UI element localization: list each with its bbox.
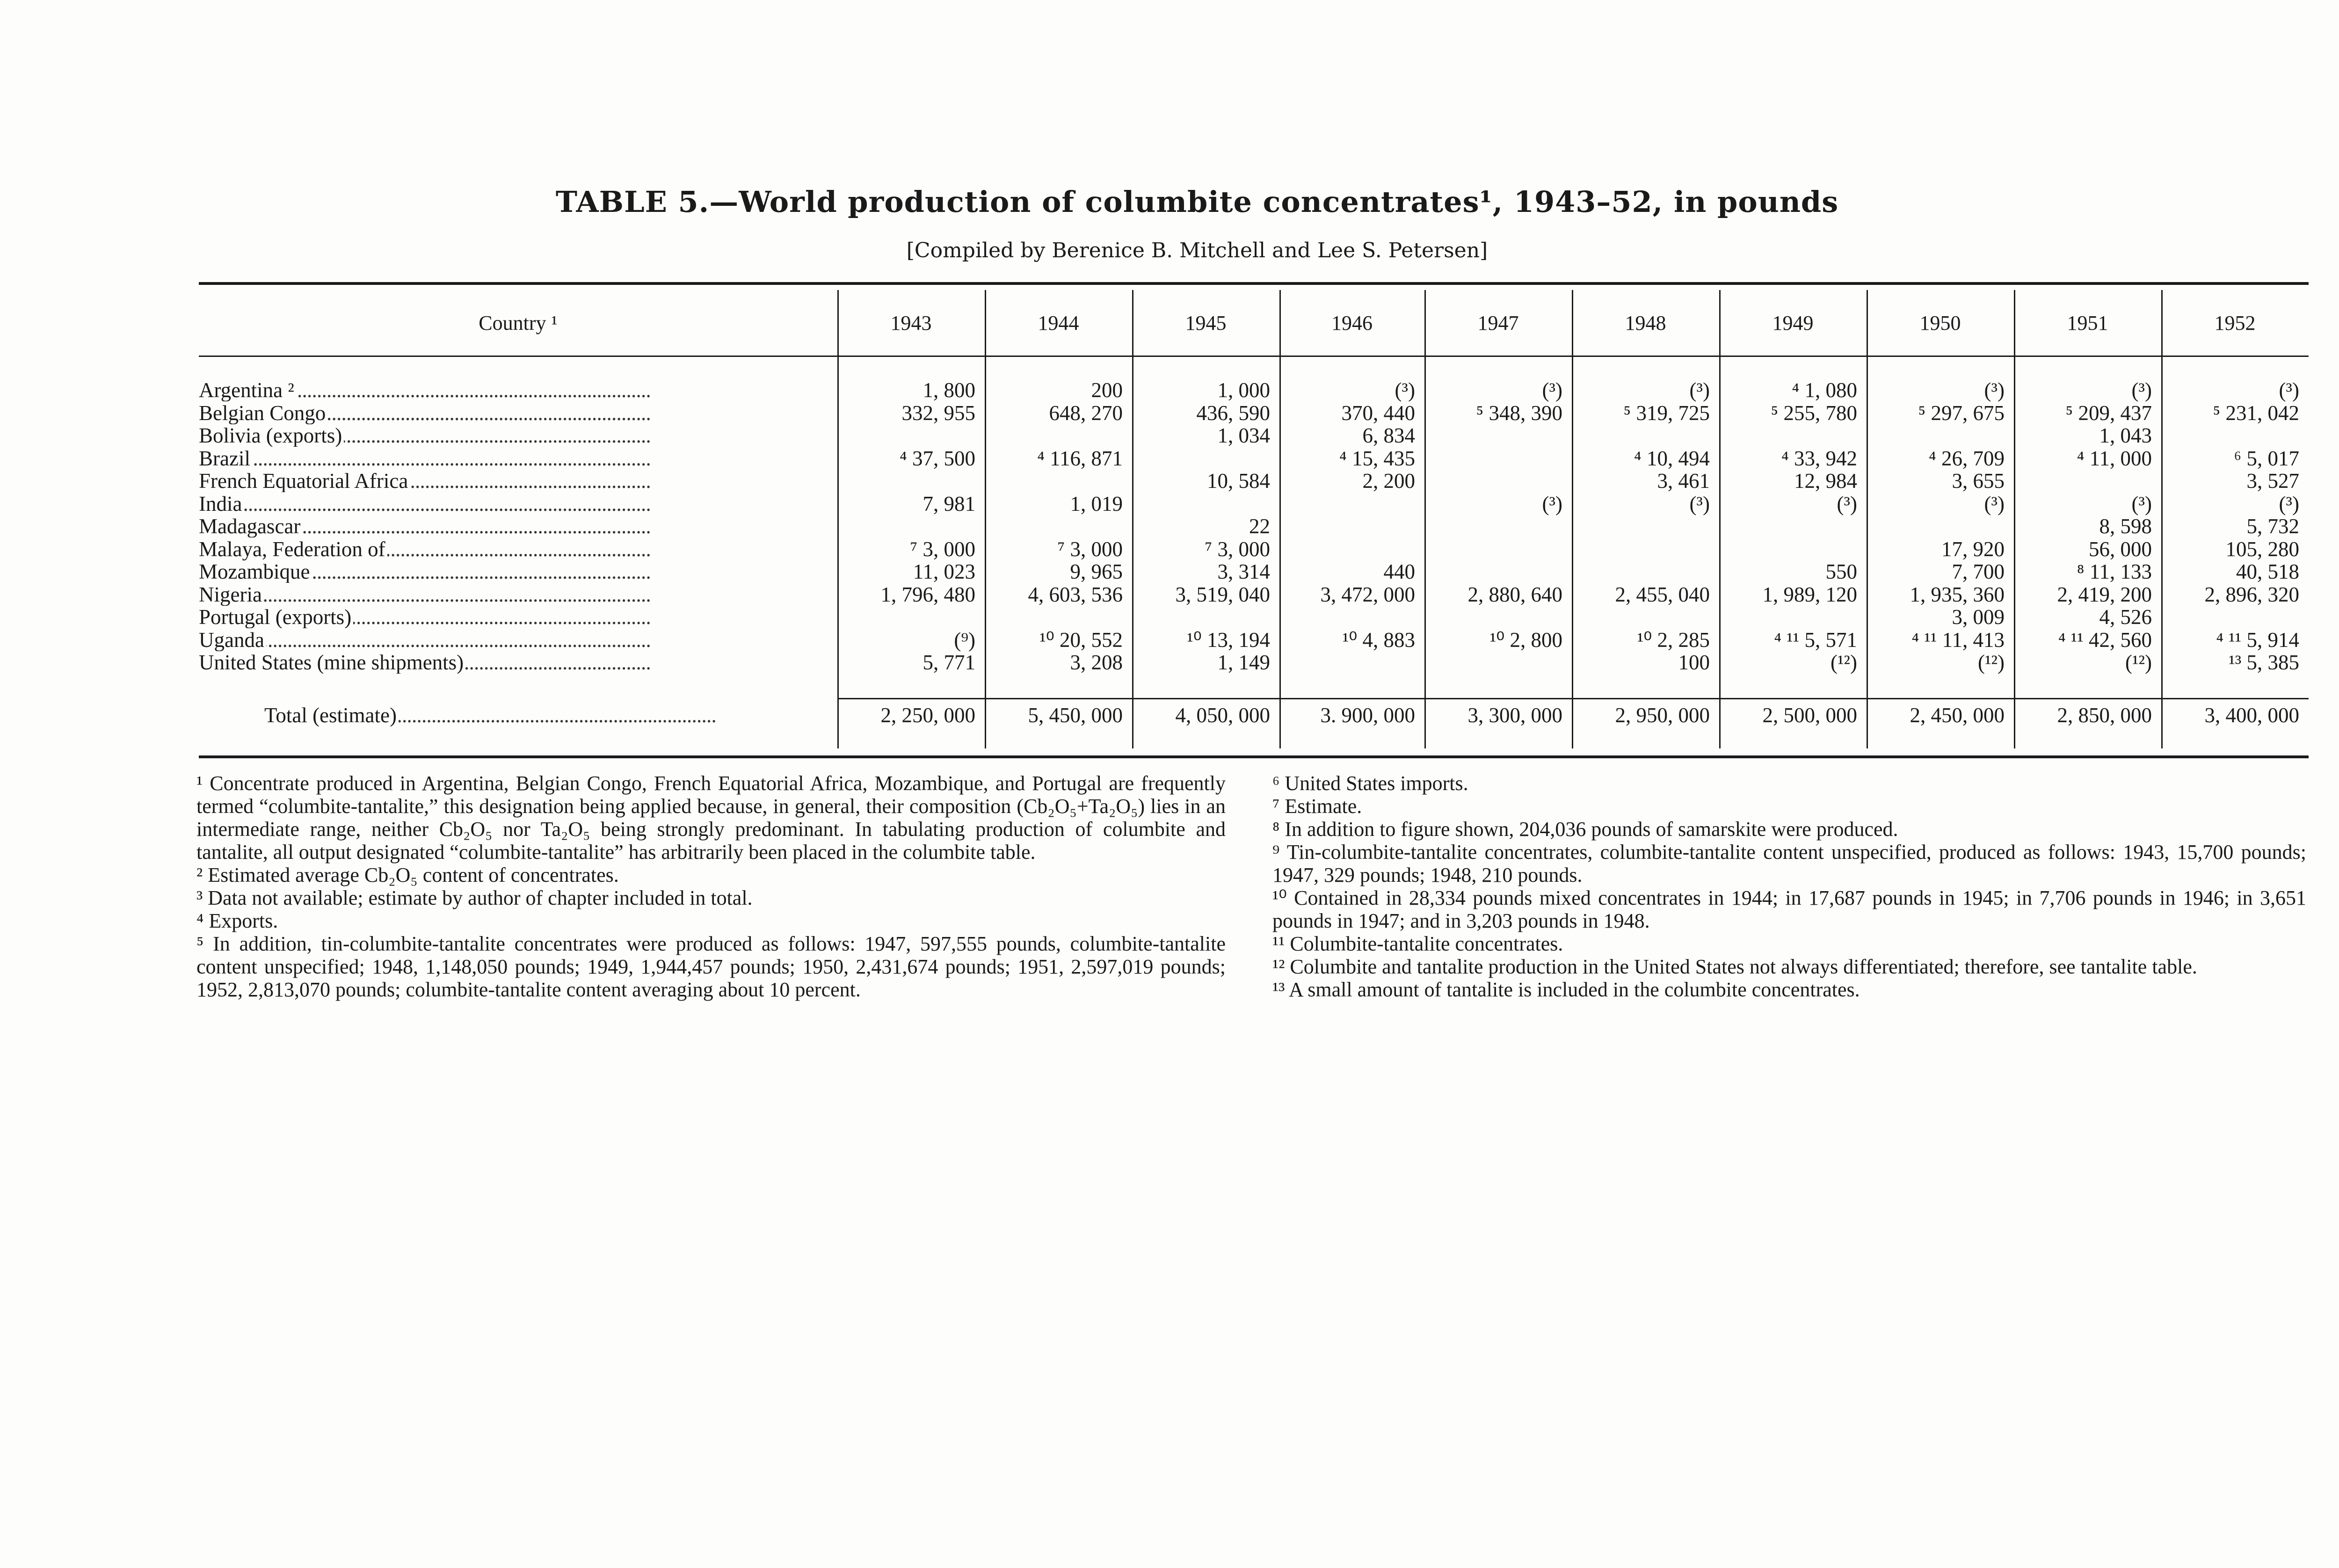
footnote: ⁹ Tin-columbite-tantalite concentrates, columbite-tantalite content unspecified, produced as follows: 1943, 15,700 pounds; 1947, 329 pounds; 1948, 210 pounds.: [1272, 841, 2306, 886]
table-subtitle: [Compiled by Berenice B. Mitchell and Lee S. Petersen]: [906, 239, 1488, 262]
country-cell: [199, 493, 830, 515]
value-cell: 10, 584: [1207, 469, 1270, 493]
value-cell: (³): [1984, 492, 2005, 515]
value-cell: 3, 208: [1070, 651, 1123, 674]
country-cell: [199, 515, 830, 537]
value-cell: ¹⁰ 2, 285: [1637, 628, 1710, 652]
country-label: Total (estimate): [264, 704, 399, 726]
value-cell: 1, 989, 120: [1762, 582, 1857, 606]
value-cell: ⁵ 231, 042: [2213, 401, 2299, 425]
value-cell: 436, 590: [1196, 401, 1270, 425]
country-cell: [199, 606, 830, 628]
value-cell: ⁴ 15, 435: [1339, 446, 1415, 470]
country-label: Bolivia (exports): [199, 424, 344, 447]
footnote: ⁵ In addition, tin-columbite-tantalite concentrates were produced as follows: 1947, 597,555 pounds, columbite-tantalite content unspecified; 1948, 1,148,050 pounds; 1949, 1,944,457 pounds; 1950, 2,431,674 pounds; 1951, 2,597,019 pounds; 1952, 2,813,070 pounds; columbite-tantalite content averaging about 10 percent.: [196, 932, 1226, 1001]
header-year: 1948: [1625, 312, 1666, 334]
value-cell: ⁵ 209, 437: [2065, 401, 2152, 425]
value-cell: 2, 500, 000: [1762, 704, 1857, 727]
country-cell: [199, 651, 830, 674]
value-cell: (³): [1542, 378, 1562, 402]
value-cell: ¹⁰ 2, 800: [1489, 628, 1562, 652]
value-cell: (³): [2131, 378, 2152, 402]
value-cell: ⁴ 116, 871: [1037, 446, 1123, 470]
value-cell: 8, 598: [2099, 515, 2152, 538]
table-title: TABLE 5.—World production of columbite concentrates¹, 1943–52, in pounds: [555, 185, 1839, 219]
footnote: ⁷ Estimate.: [1272, 795, 1362, 818]
table-row: [199, 379, 2309, 401]
value-cell: (³): [1542, 492, 1562, 515]
footnote: ² Estimated average Cb₂O₅ content of concentrates.: [196, 864, 619, 886]
value-cell: 7, 700: [1952, 560, 2005, 583]
country-cell: [199, 583, 830, 606]
bottom-rule: [199, 755, 2309, 758]
country-label: Brazil: [199, 447, 252, 470]
value-cell: ⁵ 348, 390: [1476, 401, 1562, 425]
value-cell: 3, 314: [1217, 560, 1270, 583]
table-row: [199, 583, 2309, 606]
table-row: [199, 515, 2309, 537]
header-rule: [199, 356, 2309, 357]
footnotes-left: [196, 772, 1226, 1001]
value-cell: ⁴ ¹¹ 42, 560: [2058, 628, 2152, 652]
value-cell: 5, 732: [2246, 515, 2299, 538]
table-row: [199, 470, 2309, 492]
value-cell: (³): [1984, 378, 2005, 402]
value-cell: 1, 019: [1070, 492, 1123, 515]
value-cell: 1, 034: [1217, 424, 1270, 447]
value-cell: 3, 519, 040: [1175, 582, 1270, 606]
value-cell: 1, 796, 480: [880, 582, 975, 606]
value-cell: 3, 655: [1952, 469, 2005, 493]
value-cell: ⁴ 10, 494: [1634, 446, 1710, 470]
table-row: [199, 493, 2309, 515]
value-cell: 3, 009: [1952, 605, 2005, 629]
value-cell: ¹⁰ 13, 194: [1187, 628, 1270, 652]
value-cell: 2, 896, 320: [2204, 582, 2299, 606]
country-cell: [199, 470, 830, 492]
country-cell: [264, 704, 826, 726]
header-year: 1946: [1331, 312, 1373, 334]
total-rule: [837, 698, 2309, 699]
value-cell: ¹⁰ 20, 552: [1039, 628, 1123, 652]
value-cell: 550: [1825, 560, 1857, 583]
header-year: 1944: [1038, 312, 1079, 334]
country-label: Argentina ²: [199, 379, 296, 401]
table-row: [199, 651, 2309, 674]
country-label: Portugal (exports): [199, 606, 353, 628]
table-row: [199, 606, 2309, 628]
header-year: 1947: [1477, 312, 1519, 334]
footnote: ¹² Columbite and tantalite production in the United States not always differentiated; therefore, see tantalite table.: [1272, 955, 2197, 978]
country-cell: [199, 424, 830, 447]
value-cell: 2, 850, 000: [2057, 704, 2152, 727]
table-row: [199, 538, 2309, 560]
header-year: 1945: [1185, 312, 1227, 334]
value-cell: 370, 440: [1341, 401, 1415, 425]
value-cell: ⁴ 33, 942: [1781, 446, 1857, 470]
footnote: ⁶ United States imports.: [1272, 772, 1468, 795]
value-cell: 56, 000: [2089, 537, 2152, 561]
value-cell: ⁶ 5, 017: [2234, 446, 2299, 470]
value-cell: (³): [2279, 378, 2299, 402]
footnote: ⁴ Exports.: [196, 909, 278, 932]
country-label: Belgian Congo: [199, 402, 327, 424]
value-cell: ⁴ 37, 500: [900, 446, 975, 470]
value-cell: 3, 461: [1657, 469, 1710, 493]
value-cell: 11, 023: [913, 560, 975, 583]
footnote: ¹³ A small amount of tantalite is included in the columbite concentrates.: [1272, 978, 1860, 1001]
value-cell: 1, 000: [1217, 378, 1270, 402]
table-row: [199, 560, 2309, 583]
value-cell: ⁵ 319, 725: [1623, 401, 1710, 425]
value-cell: 332, 955: [901, 401, 975, 425]
value-cell: (³): [1395, 378, 1415, 402]
value-cell: 100: [1678, 651, 1710, 674]
country-label: French Equatorial Africa: [199, 470, 410, 492]
table-row: [199, 402, 2309, 424]
value-cell: (¹²): [1831, 651, 1857, 674]
country-label: India: [199, 493, 244, 515]
value-cell: (³): [2279, 492, 2299, 515]
country-label: Nigeria: [199, 583, 264, 606]
value-cell: 2, 455, 040: [1615, 582, 1710, 606]
value-cell: ⁷ 3, 000: [1057, 537, 1123, 561]
value-cell: (³): [2131, 492, 2152, 515]
value-cell: 3, 472, 000: [1320, 582, 1415, 606]
value-cell: 1, 149: [1217, 651, 1270, 674]
value-cell: 200: [1091, 378, 1123, 402]
country-label: Malaya, Federation of: [199, 538, 387, 560]
country-label: United States (mine shipments): [199, 651, 465, 674]
table-row: [199, 447, 2309, 470]
value-cell: (¹²): [1978, 651, 2005, 674]
header-year: 1950: [1919, 312, 1961, 334]
country-label: Uganda: [199, 629, 266, 651]
table-row: [199, 629, 2309, 651]
value-cell: ⁴ ¹¹ 5, 914: [2216, 628, 2299, 652]
country-cell: [199, 379, 830, 401]
country-cell: [199, 538, 830, 560]
value-cell: ⁴ 26, 709: [1929, 446, 2005, 470]
value-cell: (³): [1837, 492, 1857, 515]
value-cell: 2, 419, 200: [2057, 582, 2152, 606]
value-cell: ¹³ 5, 385: [2229, 651, 2299, 674]
footnote: ⁸ In addition to figure shown, 204,036 pounds of samarskite were produced.: [1272, 818, 1898, 841]
value-cell: 1, 800: [923, 378, 975, 402]
value-cell: 440: [1383, 560, 1415, 583]
footnote: ¹⁰ Contained in 28,334 pounds mixed concentrates in 1944; in 17,687 pounds in 1945; in 7,706 pounds in 1946; in 3,651 pounds in 1947; and in 3,203 pounds in 1948.: [1272, 886, 2306, 932]
table-row: [199, 424, 2309, 447]
value-cell: 4, 050, 000: [1175, 704, 1270, 727]
value-cell: 4, 603, 536: [1028, 582, 1123, 606]
value-cell: 2, 450, 000: [1910, 704, 2005, 727]
value-cell: 2, 880, 640: [1467, 582, 1562, 606]
header-year: 1949: [1772, 312, 1814, 334]
value-cell: 3. 900, 000: [1320, 704, 1415, 727]
value-cell: 3, 300, 000: [1467, 704, 1562, 727]
value-cell: 5, 771: [923, 651, 975, 674]
country-label: Madagascar: [199, 515, 302, 537]
header-country: Country ¹: [479, 312, 558, 334]
value-cell: (³): [1689, 492, 1710, 515]
footnote: ³ Data not available; estimate by author of chapter included in total.: [196, 886, 753, 909]
value-cell: ⁴ 11, 000: [2077, 446, 2152, 470]
value-cell: 3, 527: [2246, 469, 2299, 493]
value-cell: ⁵ 297, 675: [1918, 401, 2005, 425]
value-cell: (⁹): [954, 628, 975, 652]
value-cell: 1, 935, 360: [1910, 582, 2005, 606]
country-cell: [199, 402, 830, 424]
value-cell: 7, 981: [923, 492, 975, 515]
value-cell: 9, 965: [1070, 560, 1123, 583]
value-cell: ⁷ 3, 000: [1205, 537, 1270, 561]
footnote: ¹¹ Columbite-tantalite concentrates.: [1272, 932, 1563, 955]
value-cell: (³): [1689, 378, 1710, 402]
value-cell: 648, 270: [1049, 401, 1123, 425]
value-cell: 1, 043: [2099, 424, 2152, 447]
country-label: Mozambique: [199, 560, 312, 583]
value-cell: 17, 920: [1941, 537, 2005, 561]
value-cell: ⁴ 1, 080: [1792, 378, 1857, 402]
value-cell: 40, 518: [2236, 560, 2299, 583]
country-cell: [199, 447, 830, 470]
value-cell: ⁷ 3, 000: [910, 537, 975, 561]
header-year: 1943: [890, 312, 932, 334]
value-cell: 105, 280: [2225, 537, 2299, 561]
value-cell: 2, 950, 000: [1615, 704, 1710, 727]
value-cell: 12, 984: [1794, 469, 1857, 493]
value-cell: 5, 450, 000: [1028, 704, 1123, 727]
country-cell: [199, 629, 830, 651]
value-cell: ⁴ ¹¹ 5, 571: [1774, 628, 1857, 652]
value-cell: 4, 526: [2099, 605, 2152, 629]
value-cell: ¹⁰ 4, 883: [1342, 628, 1415, 652]
total-row: [199, 704, 2309, 726]
header-year: 1951: [2067, 312, 2108, 334]
value-cell: 6, 834: [1362, 424, 1415, 447]
footnote: ¹ Concentrate produced in Argentina, Belgian Congo, French Equatorial Africa, Mozambique, and Portugal are frequently termed “columbite-tantalite,” this designation being applied because, in general, their composition (Cb₂O₅+Ta₂O₅) lies in an intermediate range, neither Cb₂O₅ nor Ta₂O₅ being strongly predominant. In tabulating production of columbite and tantalite, all output designated “columbite-tantalite” has arbitrarily been placed in the columbite table.: [196, 772, 1226, 864]
header-year: 1952: [2214, 312, 2256, 334]
footnotes-right: [1272, 772, 2306, 1001]
value-cell: ⁴ ¹¹ 11, 413: [1911, 628, 2005, 652]
value-cell: ⁸ 11, 133: [2077, 560, 2152, 583]
country-cell: [199, 560, 830, 583]
value-cell: 3, 400, 000: [2204, 704, 2299, 727]
value-cell: (¹²): [2125, 651, 2152, 674]
value-cell: ⁵ 255, 780: [1771, 401, 1857, 425]
value-cell: 2, 200: [1362, 469, 1415, 493]
value-cell: 22: [1249, 515, 1270, 538]
top-rule: [199, 282, 2309, 285]
value-cell: 2, 250, 000: [880, 704, 975, 727]
